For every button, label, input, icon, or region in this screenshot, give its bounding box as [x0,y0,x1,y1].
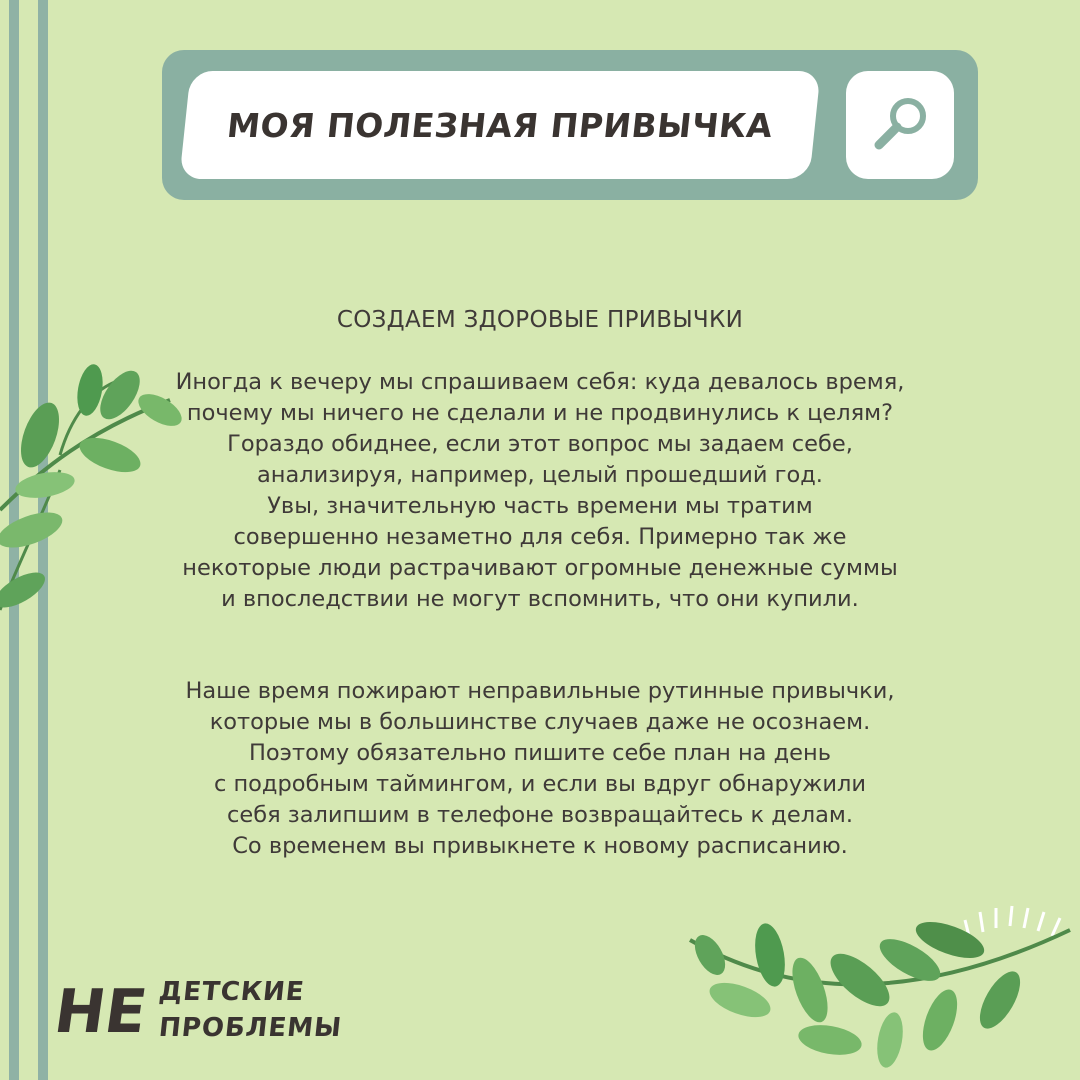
article-heading: СОЗДАЕМ ЗДОРОВЫЕ ПРИВЫЧКИ [336,307,744,333]
search-icon [865,90,935,160]
search-button[interactable] [846,71,954,179]
article [100,274,980,893]
logo-line-2: ПРОБЛЕМЫ [157,1013,344,1043]
article-paragraph: Наше время пожирают неправильные рутинные привычки, которые мы в большинстве случаев даже не осознаем. Поэтому обязательно пишите себе план на день с подробным таймингом, и если вы вдруг обнаружили себя залипшим в телефоне возвращайтесь к делам. Со временем вы привыкнете к новому расписанию. [185,678,895,859]
logo-big-text: НЕ [50,977,152,1047]
logo-line-1: ДЕТСКИЕ [157,977,307,1007]
article-paragraph: Иногда к вечеру мы спрашиваем себя: куда девалось время, почему мы ничего не сделали и не продвинулись к целям? Гораздо обиднее, если этот вопрос мы задаем себе, анализируя, например, целый прошедший год. Увы, значительную часть времени мы тратим совершенно незаметно для себя. Примерно так же некоторые люди растрачивают огромные денежные суммы и впоследствии не могут вспомнить, что они купили. [175,369,905,612]
search-input[interactable]: МОЯ ПОЛЕЗНАЯ ПРИВЫЧКА [179,71,820,179]
leaf-branch-decoration [680,900,1075,1075]
